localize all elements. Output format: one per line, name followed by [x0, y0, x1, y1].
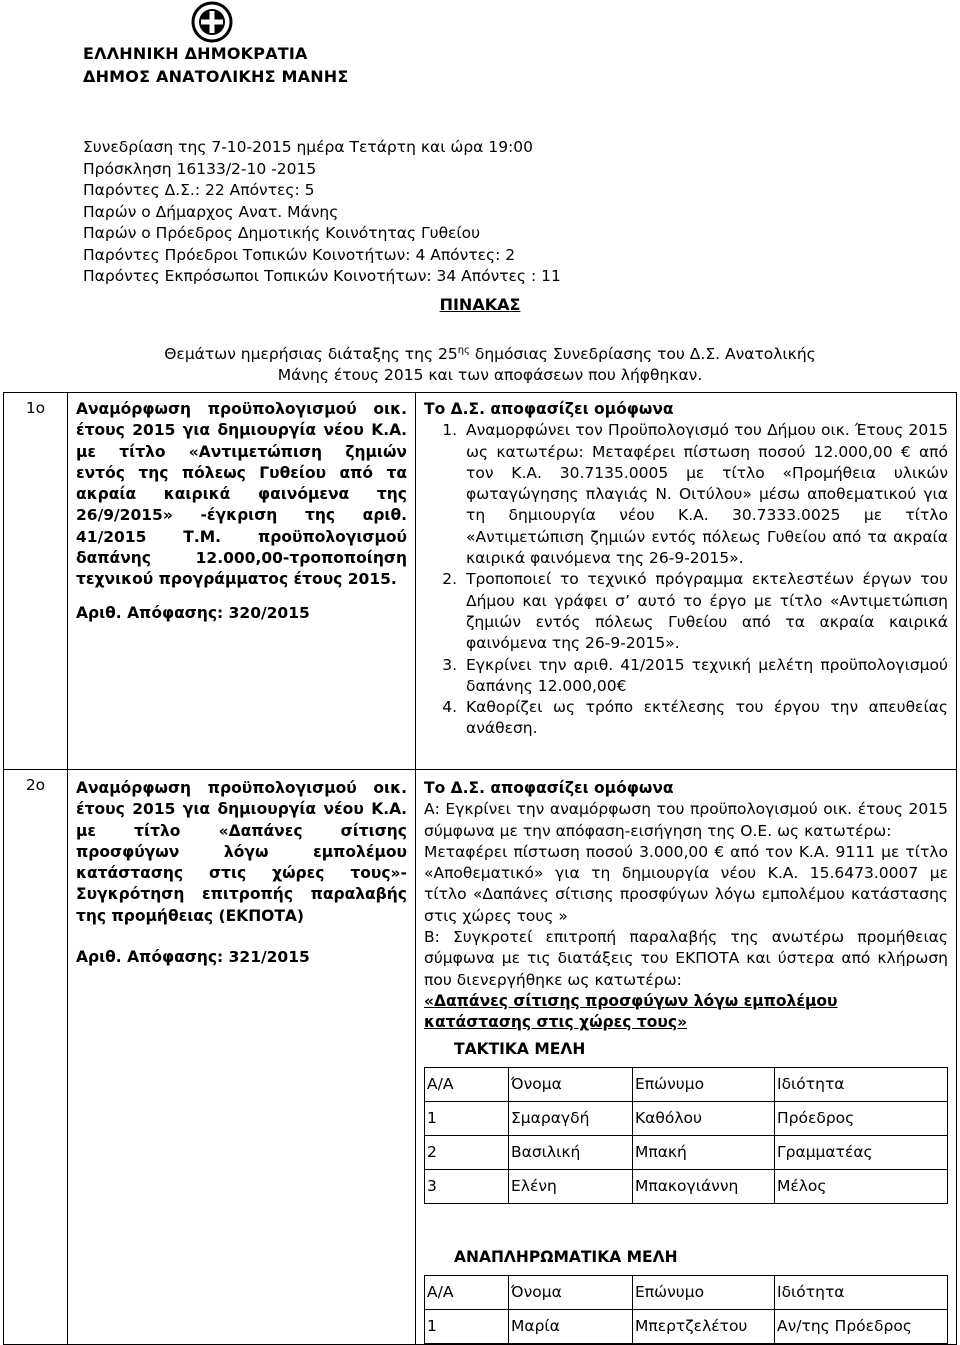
- cell: Μπακή: [633, 1135, 775, 1169]
- decision-para-a2: Μεταφέρει πίστωση ποσού 3.000,00 € από τον Κ.Α. 9111 με τίτλο «Αποθεματικό» για τη δημιουργία νέου Κ.Α. 15.6473.0007 με τίτλο «Δαπάνες σίτισης προσφύγων λόγω εμπολέμου κατάστασης στις χώρες τους »: [424, 842, 948, 925]
- cell: Γραμματέας: [775, 1135, 948, 1169]
- decision-point: 2. Τροποποιεί το τεχνικό πρόγραμμα εκτελεστέων έργων του Δήμου και γράφει σ’ αυτό το έργο με τίτλο «Αντιμετώπιση ζημιών εντός πόλεως Γυθείου από τα ακραία καιρικά φαινόμενα της 26-9-2015».: [462, 569, 948, 654]
- decision-point: 1. Αναμορφώνει τον Προϋπολογισμό του Δήμου οικ. Έτους 2015 ως κατωτέρω: Μεταφέρει πίστωση ποσού 12.000,00 € από τον Κ.Α. 30.7135.0005 με τίτλο «Προμήθεια υλικών φωταγώγησης πλαγιάς Ν. Οιτύλου» μέσω αποθεματικού για τη δημιουργία νέου Κ.Α. 30.7333.0025 με τίτλο «Αντιμετώπιση ζημιών εντός πόλεως Γυθείου από τα ακραία καιρικά φαινόμενα της 26-9-2015».: [462, 420, 948, 569]
- cell: Πρόεδρος: [775, 1101, 948, 1135]
- agenda-row: [4, 770, 957, 1345]
- table-header-row: [425, 1067, 948, 1101]
- column-header: Ιδιότητα: [775, 1276, 948, 1310]
- decision-point: 4. Καθορίζει ως τρόπο εκτέλεσης του έργου την απευθείας ανάθεση.: [462, 697, 948, 740]
- agenda-table: [3, 392, 957, 1345]
- decision-head: Το Δ.Σ. αποφασίζει ομόφωνα: [424, 779, 674, 797]
- header-municipality: ΔΗΜΟΣ ΑΝΑΤΟΛΙΚΗΣ ΜΑΝΗΣ: [83, 67, 349, 86]
- agenda-row: [4, 393, 957, 770]
- intro-part1: Θεμάτων ημερήσιας διάταξης της 25: [164, 345, 458, 364]
- meeting-info-line: Παρών ο Δήμαρχος Ανατ. Μάνης: [83, 202, 339, 221]
- meeting-info-line: Παρόντες Εκπρόσωποι Τοπικών Κοινοτήτων: 34 Απόντες : 11: [83, 267, 561, 285]
- cell: Ελένη: [509, 1169, 633, 1203]
- cell: 1: [425, 1101, 509, 1135]
- cell: 1: [425, 1310, 509, 1344]
- page-title: ΠΙΝΑΚΑΣ: [439, 295, 521, 314]
- alternate-members-table: [424, 1275, 948, 1344]
- decision-head: Το Δ.Σ. αποφασίζει ομόφωνα: [424, 400, 674, 418]
- cell: Μέλος: [775, 1169, 948, 1203]
- cell: Μπακογιάννη: [633, 1169, 775, 1203]
- meeting-info-line: Παρόντες Δ.Σ.: 22 Απόντες: 5: [83, 181, 315, 199]
- decision-para-b: Β: Συγκροτεί επιτροπή παραλαβής της ανωτέρω προμήθειας σύμφωνα με τις διατάξεις του ΕΚΠΟΤΑ και ύστερα από κλήρωση που διενεργήθηκε ως κατωτέρω:: [424, 928, 948, 989]
- item-number: 2ο: [4, 770, 68, 1345]
- cell: Βασιλική: [509, 1135, 633, 1169]
- column-header: Α/Α: [425, 1276, 509, 1310]
- cell: Σμαραγδή: [509, 1101, 633, 1135]
- item-subject-cell: [68, 393, 416, 770]
- item-subject-cell: [68, 770, 416, 1345]
- cell: Μαρία: [509, 1310, 633, 1344]
- alternate-members-title: ΑΝΑΠΛΗΡΩΜΑΤΙΚΑ ΜΕΛΗ: [454, 1247, 678, 1266]
- column-header: Ιδιότητα: [775, 1067, 948, 1101]
- intro-text: [130, 340, 850, 386]
- cell: 2: [425, 1135, 509, 1169]
- regular-members-title: ΤΑΚΤΙΚΑ ΜΕΛΗ: [454, 1039, 586, 1058]
- table-row: [425, 1169, 948, 1203]
- column-header: Επώνυμο: [633, 1276, 775, 1310]
- table-header-row: [425, 1276, 948, 1310]
- table-row: [425, 1310, 948, 1344]
- meeting-info: [83, 137, 561, 288]
- header-republic: ΕΛΛΗΝΙΚΗ ΔΗΜΟΚΡΑΤΙΑ: [83, 44, 308, 63]
- cell: Μπερτζελέτου: [633, 1310, 775, 1344]
- cell: Αν/της Πρόεδρος: [775, 1310, 948, 1344]
- column-header: Όνομα: [509, 1276, 633, 1310]
- cell: Καθόλου: [633, 1101, 775, 1135]
- intro-sup: ης: [457, 345, 470, 356]
- meeting-info-line: Πρόσκληση 16133/2-10 -2015: [83, 159, 317, 178]
- item-subject: Αναμόρφωση προϋπολογισμού οικ. έτους 2015 για δημιουργία νέου Κ.Α. με τίτλο «Αντιμετώπιση ζημιών εντός της πόλεως Γυθείου από τα ακραία καιρικά φαινόμενα της 26/9/2015» -έγκριση της αριθ. 41/2015 Τ.Μ. προϋπολογισμού δαπάνης 12.000,00-τροποποίηση τεχνικού προγράμματος έτους 2015.: [76, 400, 407, 589]
- table-row: [425, 1101, 948, 1135]
- item-number: 1ο: [4, 393, 68, 770]
- cell: 3: [425, 1169, 509, 1203]
- project-title: «Δαπάνες σίτισης προσφύγων λόγω εμπολέμου κατάστασης στις χώρες τους»: [424, 991, 838, 1032]
- decision-cell: [416, 770, 957, 1345]
- column-header: Όνομα: [509, 1067, 633, 1101]
- meeting-info-line: Παρόντες Πρόεδροι Τοπικών Κοινοτήτων: 4 Απόντες: 2: [83, 245, 516, 264]
- decision-para-a: Α: Εγκρίνει την αναμόρφωση του προϋπολογισμού οικ. έτους 2015 σύμφωνα με την απόφαση-εισήγηση της Ο.Ε. ως κατωτέρω:: [424, 800, 948, 840]
- column-header: Επώνυμο: [633, 1067, 775, 1101]
- intro-line2: Μάνης έτους 2015 και των αποφάσεων που λήφθηκαν.: [277, 366, 703, 385]
- coat-of-arms-icon: [190, 0, 234, 44]
- table-row: [425, 1135, 948, 1169]
- column-header: Α/Α: [425, 1067, 509, 1101]
- decision-cell: [416, 393, 957, 770]
- regular-members-table: [424, 1067, 948, 1204]
- decision-number: Αριθ. Απόφασης: 321/2015: [76, 948, 310, 967]
- meeting-info-line: Παρών ο Πρόεδρος Δημοτικής Κοινότητας Γυθείου: [83, 224, 481, 242]
- decision-number: Αριθ. Απόφασης: 320/2015: [76, 603, 310, 622]
- meeting-info-line: Συνεδρίαση της 7-10-2015 ημέρα Τετάρτη και ώρα 19:00: [83, 138, 533, 156]
- decision-points: [424, 420, 948, 739]
- item-subject: Αναμόρφωση προϋπολογισμού οικ. έτους 2015 για δημιουργία νέου Κ.Α. με τίτλο «Δαπάνες σίτισης προσφύγων λόγω εμπολέμου κατάστασης στις χώρες τους»-Συγκρότηση επιτροπής παραλαβής της προμήθειας (ΕΚΠΟΤΑ): [76, 779, 407, 925]
- decision-point: 3. Εγκρίνει την αριθ. 41/2015 τεχνική μελέτη προϋπολογισμού δαπάνης 12.000,00€: [462, 655, 948, 698]
- intro-part2: δημόσιας Συνεδρίασης του Δ.Σ. Ανατολικής: [469, 345, 816, 364]
